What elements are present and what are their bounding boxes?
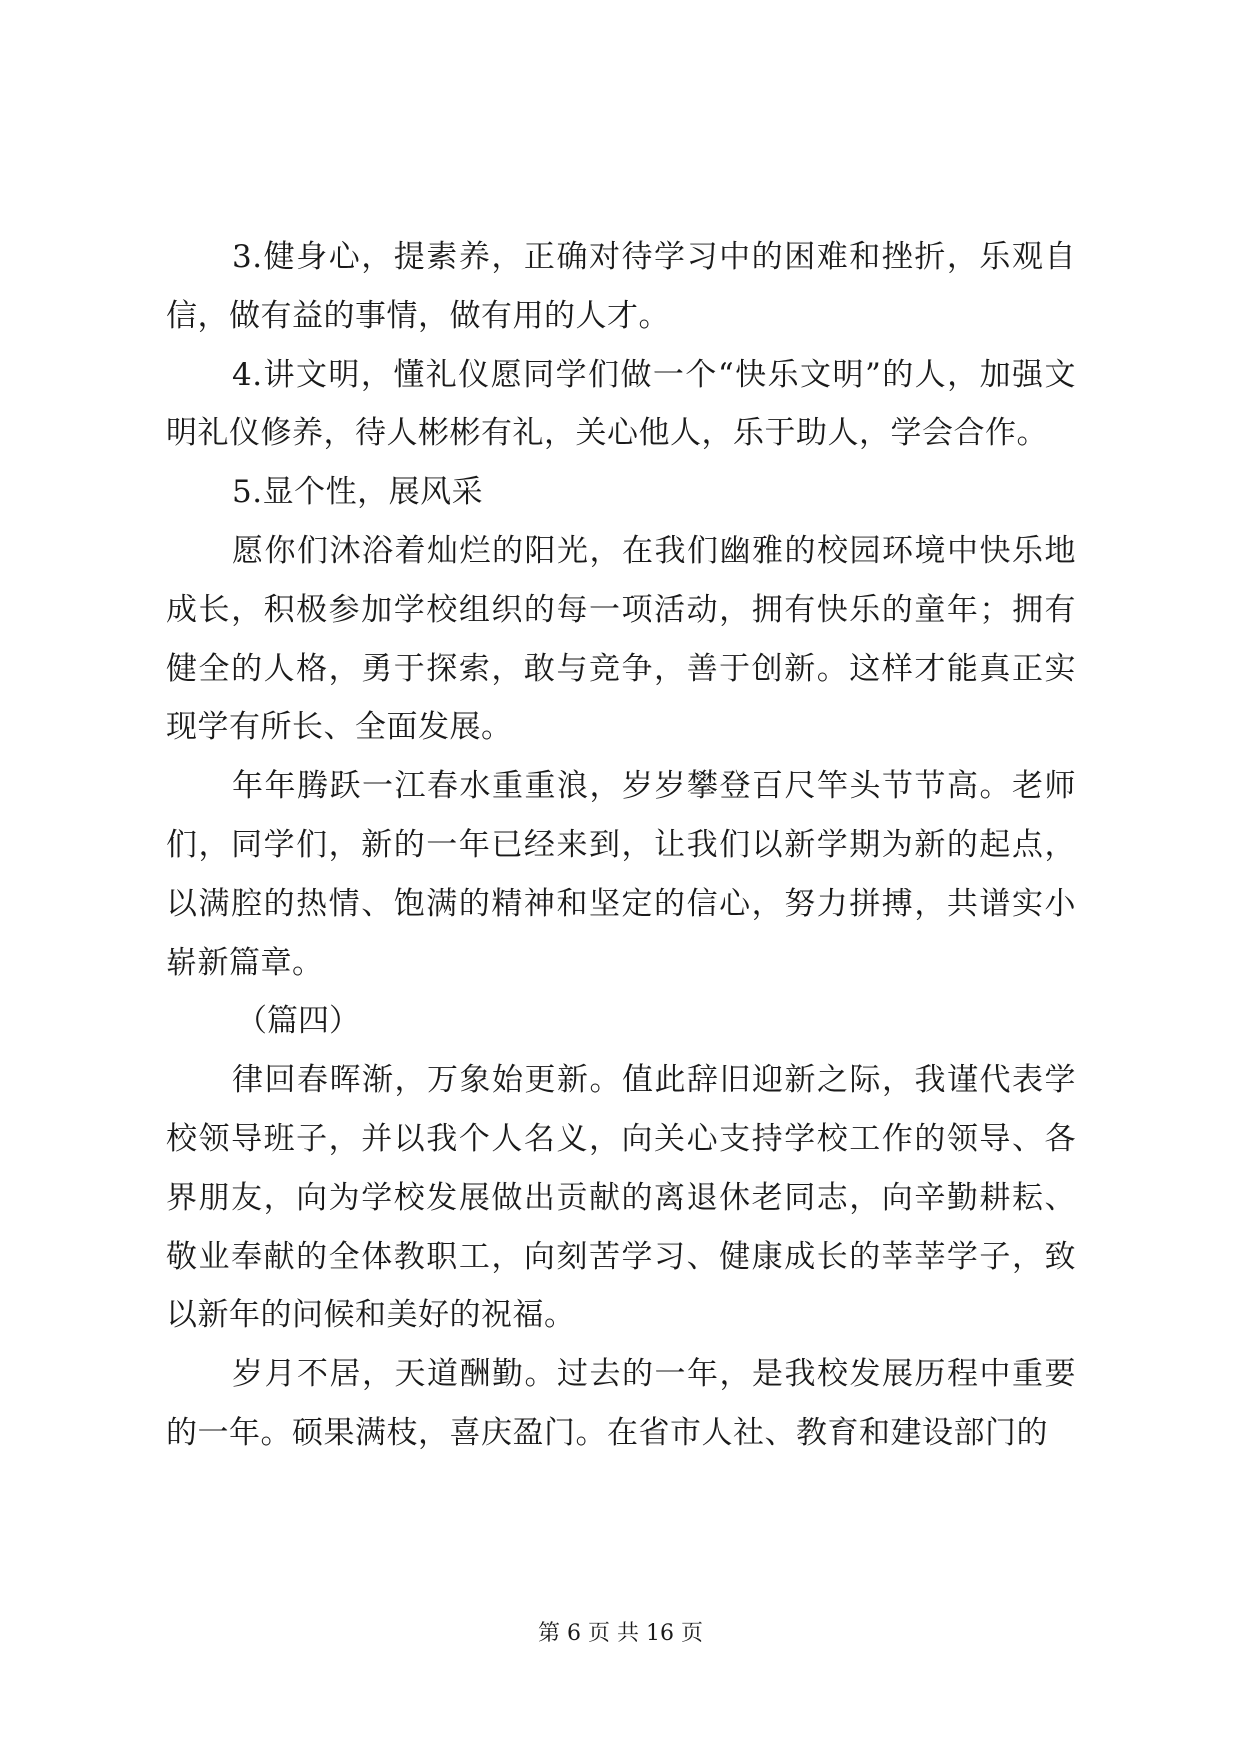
paragraph-greeting: 律回春晖渐，万象始更新。值此辞旧迎新之际，我谨代表学校领导班子，并以我个人名义，向关心支持学校工作的领导、各界朋友，向为学校发展做出贡献的离退休老同志，向辛勤耕耘、敬业奉献的全体教职工，向刻苦学习、健康成长的莘莘学子，致以新年的问候和美好的祝福。 [166,1062,1076,1334]
paragraph-item-5: 5.显个性，展风采 [232,474,484,511]
paragraph-closing: 年年腾跃一江春水重重浪，岁岁攀登百尺竿头节节高。老师们，同学们，新的一年已经来到，让我们以新学期为新的起点，以满腔的热情、饱满的精神和坚定的信心，努力拼搏，共谱实小崭新篇章。 [166,768,1076,981]
paragraph-review: 岁月不居，天道酬勤。过去的一年，是我校发展历程中重要的一年。硕果满枝，喜庆盈门。在省市人社、教育和建设部门的 [166,1356,1076,1451]
paragraph-item-3: 3.健身心，提素养，正确对待学习中的困难和挫折，乐观自信，做有益的事情，做有用的人才。 [166,239,1076,334]
section-heading: （篇四） [236,1003,360,1040]
paragraph-wishes: 愿你们沐浴着灿烂的阳光，在我们幽雅的校园环境中快乐地成长，积极参加学校组织的每一项活动，拥有快乐的童年；拥有健全的人格，勇于探索，敢与竞争，善于创新。这样才能真正实现学有所长、全面发展。 [166,532,1076,746]
paragraph-item-4: 4.讲文明，懂礼仪愿同学们做一个“快乐文明”的人，加强文明礼仪修养，待人彬彬有礼，关心他人，乐于助人，学会合作。 [166,356,1076,452]
page-number-footer: 第 6 页 共 16 页 [538,1621,703,1646]
document-body [166,228,1076,1463]
